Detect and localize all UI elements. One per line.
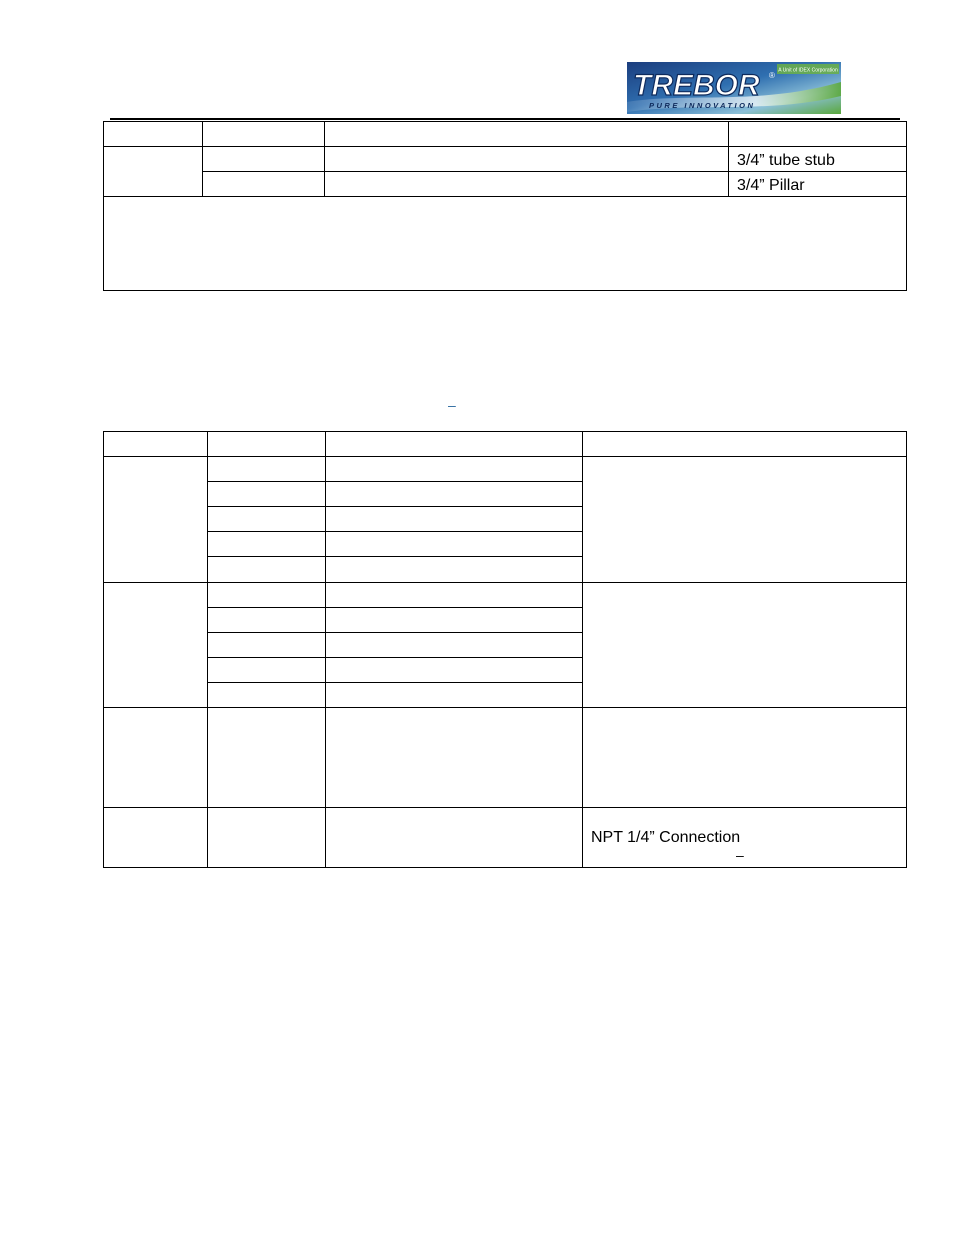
table-2-cell-connection: NPT 1/4” Connection	[591, 829, 741, 846]
table-2-cell-dash: –	[736, 847, 744, 863]
logo-tagline: PURE INNOVATION	[649, 101, 756, 110]
table-1-cell-fitting-pillar: 3/4” Pillar	[737, 177, 805, 194]
link-dash: –	[448, 397, 456, 413]
table-1-cell-fitting-tube-stub: 3/4” tube stub	[737, 152, 835, 169]
logo-badge: A Unit of IDEX Corporation	[778, 67, 838, 74]
logo-wordmark: TREBOR	[633, 69, 760, 102]
logo-trademark: ®	[769, 71, 775, 80]
